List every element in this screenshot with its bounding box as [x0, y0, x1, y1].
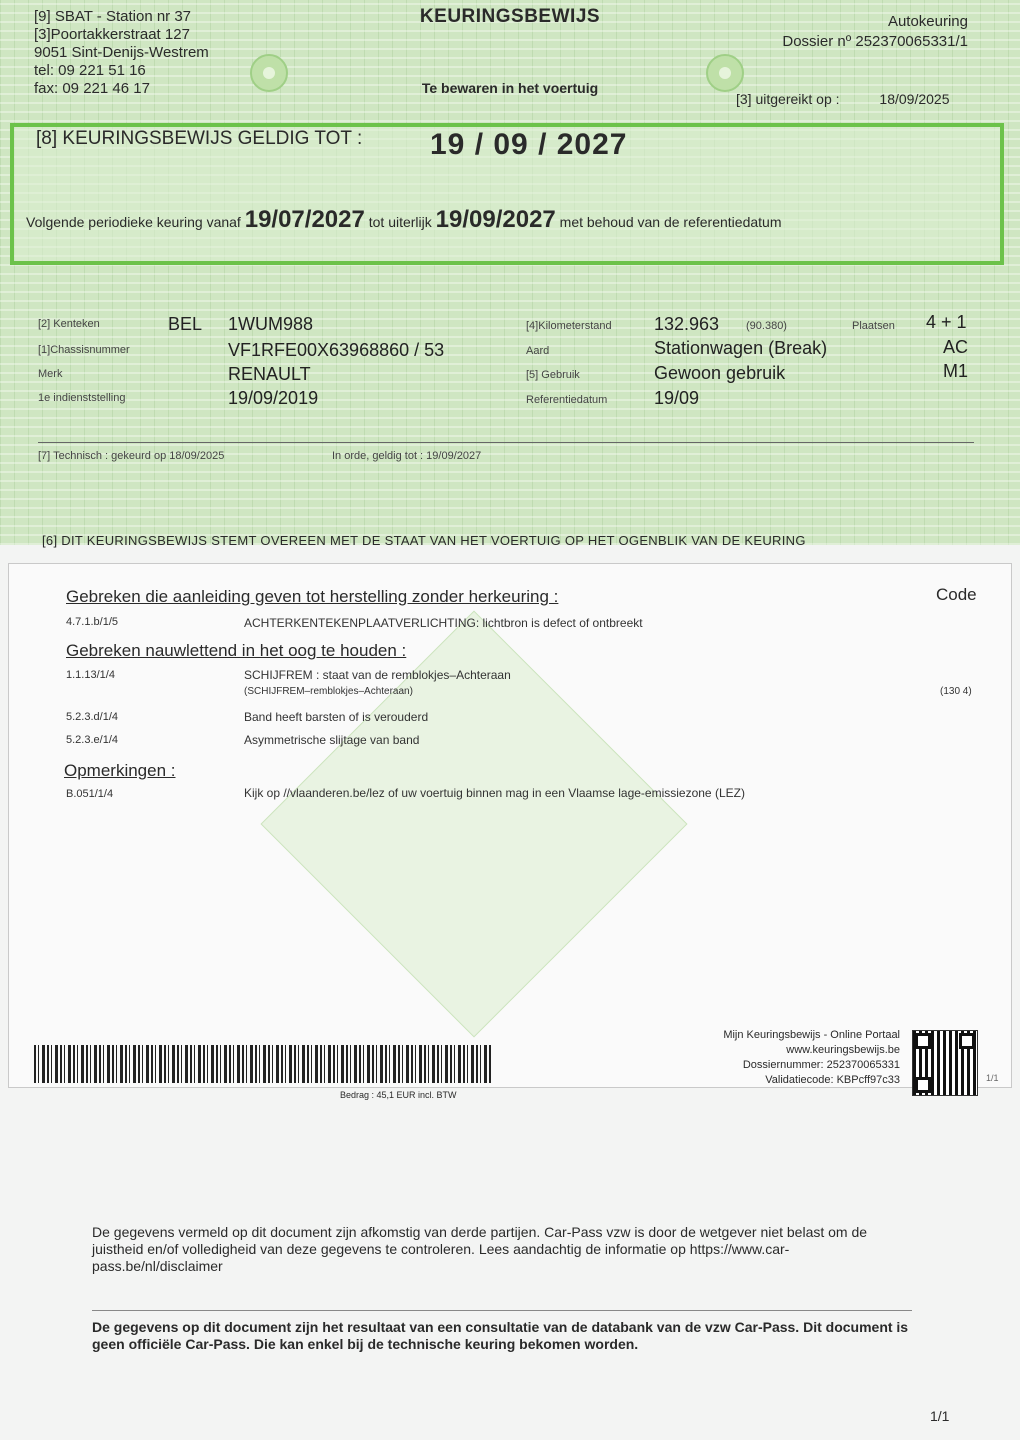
portal-title: Mijn Keuringsbewijs - Online Portaal [723, 1029, 900, 1041]
defect-code: 5.2.3.d/1/4 [66, 711, 118, 723]
use-label: [5] Gebruik [526, 369, 580, 381]
page-number: 1/1 [930, 1408, 950, 1424]
defect-subtext: (SCHIJFREM–remblokjes–Achteraan) [244, 686, 413, 697]
disclaimer-paragraph: De gegevens vermeld op dit document zijn afkomstig van derde partijen. Car-Pass vzw is door de wetgever niet belast om de juistheid en/of volledigheid van deze gegevens te controleren. Lees aandachtig de informatie op https://www.car-pass.be/nl/disclaimer [92, 1224, 868, 1274]
defect-code: 4.7.1.b/1/5 [66, 616, 118, 628]
next-mid: tot uiterlijk [368, 214, 432, 230]
document-subtitle: Te bewaren in het voertuig [421, 80, 599, 96]
plate-number: 1WUM988 [228, 314, 314, 334]
eye-logo-icon [250, 54, 288, 92]
km-value: 132.963 [654, 314, 720, 334]
brand-label: Merk [38, 368, 63, 380]
dossier-number: Dossier nº 252370065331/1 [782, 33, 968, 50]
next-inspection-line [26, 206, 781, 234]
defect-right-code: (130 4) [940, 686, 972, 697]
section-watch-title: Gebreken nauwlettend in het oog te houden : [66, 641, 407, 660]
first-registration-label: 1e indienststelling [38, 392, 126, 404]
qr-finder [915, 1033, 931, 1049]
section-repair-title: Gebreken die aanleiding geven tot herstelling zonder herkeuring : [66, 587, 559, 606]
portal-url[interactable]: www.keuringsbewijs.be [786, 1044, 900, 1056]
chassis-label: [1]Chassisnummer [38, 344, 130, 356]
section-remarks-title: Opmerkingen : [64, 761, 176, 780]
chassis-number: VF1RFE00X63968860 / 53 [228, 340, 445, 360]
small-page-number: 1/1 [986, 1073, 999, 1083]
online-portal-block [660, 1028, 900, 1088]
km-previous: (90.380) [746, 320, 787, 332]
issued-date: 18/09/2025 [879, 91, 950, 107]
dossier-block [782, 12, 968, 52]
type-label: Aard [526, 345, 550, 357]
km-label: [4]Kilometerstand [526, 320, 612, 332]
qr-code-icon [912, 1030, 978, 1096]
issued-date-line [736, 91, 949, 107]
station-line: [9] SBAT - Station nr 37 [34, 8, 192, 25]
fax-line: fax: 09 221 46 17 [34, 80, 150, 97]
first-registration-date: 19/09/2019 [228, 388, 319, 408]
defect-text: Asymmetrische slijtage van band [244, 733, 420, 747]
divider [92, 1310, 912, 1311]
barcode [34, 1045, 492, 1083]
divider [38, 442, 974, 443]
seats-value: 4 + 1 [926, 312, 967, 332]
qr-finder [915, 1077, 931, 1093]
technical-status: In orde, geldig tot : 19/09/2027 [332, 450, 482, 462]
reference-label: Referentiedatum [526, 394, 608, 406]
remark-text: Kijk op //vlaanderen.be/lez of uw voertuig binnen mag in een Vlaamse lage-emissiezone (LEZ) [244, 786, 745, 800]
type-value: Stationwagen (Break) [654, 338, 828, 358]
autokeuring-label: Autokeuring [887, 13, 968, 30]
carpass-notice: De gegevens op dit document zijn het resultaat van een consultatie van de databank van de vzw Car-Pass. Dit document is geen officiële Car-Pass. Die kan enkel bij de technische keuring bekomen worden. [92, 1319, 909, 1352]
type-code: AC [943, 337, 969, 357]
defect-code: 1.1.13/1/4 [66, 669, 115, 681]
qr-finder [959, 1033, 975, 1049]
portal-validation-code: Validatiecode: KBPcff97c33 [765, 1074, 900, 1086]
use-value: Gewoon gebruik [654, 363, 786, 383]
validity-label: [8] KEURINGSBEWIJS GELDIG TOT : [36, 128, 363, 149]
address-line: [3]Poortakkerstraat 127 [34, 26, 190, 43]
code-header: Code [936, 585, 977, 604]
reference-date: 19/09 [654, 388, 700, 408]
conformity-statement: [6] DIT KEURINGSBEWIJS STEMT OVEREEN MET DE STAAT VAN HET VOERTUIG OP HET OGENBLIK VAN DE KEURING [42, 533, 806, 548]
document-title: KEURINGSBEWIJS [419, 6, 601, 27]
next-to-date: 19/09/2027 [435, 206, 556, 233]
plate-label: [2] Kenteken [38, 318, 100, 330]
issued-label: [3] uitgereikt op : [736, 91, 840, 107]
defect-text: ACHTERKENTEKENPLAATVERLICHTING: lichtbron is defect of ontbreekt [244, 616, 643, 630]
next-suffix: met behoud van de referentiedatum [559, 214, 782, 230]
seats-label: Plaatsen [852, 320, 895, 332]
brand-value: RENAULT [228, 364, 311, 384]
next-from-date: 19/07/2027 [244, 206, 365, 233]
use-code: M1 [943, 361, 969, 381]
amount-line: Bedrag : 45,1 EUR incl. BTW [340, 1090, 457, 1100]
technical-inspection: [7] Technisch : gekeurd op 18/09/2025 [38, 450, 225, 462]
portal-dossier: Dossiernummer: 252370065331 [742, 1059, 900, 1071]
tel-line: tel: 09 221 51 16 [34, 62, 146, 79]
defect-code: 5.2.3.e/1/4 [66, 734, 118, 746]
city-line: 9051 Sint-Denijs-Westrem [34, 44, 209, 61]
validity-date: 19 / 09 / 2027 [430, 128, 628, 161]
remark-code: B.051/1/4 [66, 788, 114, 800]
defect-text: SCHIJFREM : staat van de remblokjes–Achteraan [244, 668, 511, 682]
next-prefix: Volgende periodieke keuring vanaf [26, 214, 241, 230]
defect-text: Band heeft barsten of is verouderd [244, 710, 429, 724]
plate-country: BEL [168, 314, 203, 334]
eye-logo-icon [706, 54, 744, 92]
